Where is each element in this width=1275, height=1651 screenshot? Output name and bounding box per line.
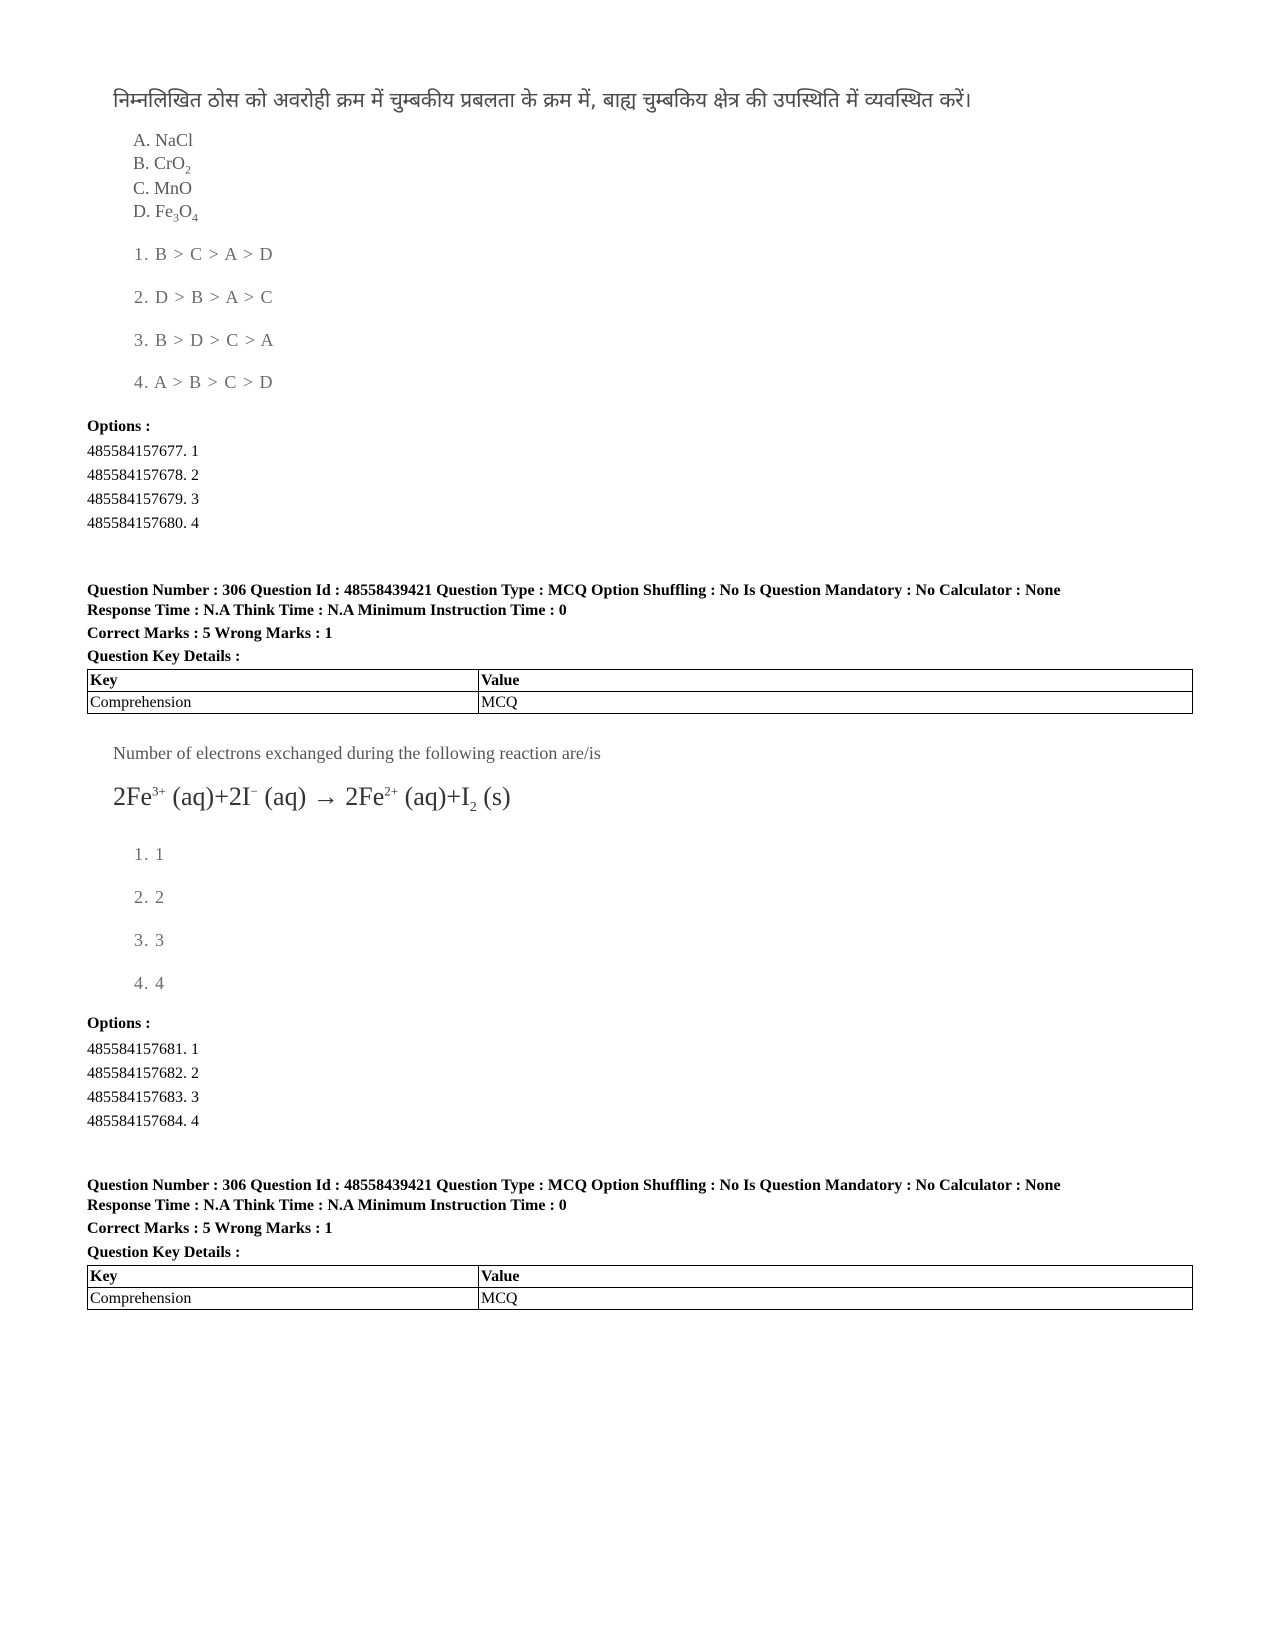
- value-header: Value: [479, 670, 1193, 692]
- question-meta-line-2: Response Time : N.A Think Time : N.A Minimum Instruction Time : 0: [87, 602, 567, 619]
- value-cell: MCQ: [479, 1288, 1193, 1310]
- question-1-choice-3: 3. B > D > C > A: [134, 330, 275, 350]
- key-details-table-1: [87, 669, 1193, 714]
- option-item: 485584157680. 4: [87, 515, 199, 532]
- question-1-prompt: निम्नलिखित ठोस को अवरोही क्रम में चुम्बकीय प्रबलता के क्रम में, बाह्य चुम्बकिय क्षेत्र की उपस्थिति में व्यवस्थित करें।: [113, 88, 972, 112]
- item-d: D. $Fe_3O_4$: [133, 201, 198, 225]
- key-cell: Comprehension: [88, 1288, 479, 1310]
- question-2-choice-3: 3. 3: [134, 930, 165, 950]
- key-details-heading: Question Key Details :: [87, 648, 241, 665]
- question-1-choice-4: 4. A > B > C > D: [134, 372, 274, 392]
- key-cell: Comprehension: [88, 692, 479, 714]
- options-list-1: [87, 440, 199, 536]
- item-a: A. NaCl: [133, 130, 193, 150]
- options-list-2: [87, 1038, 199, 1134]
- options-heading-2: Options :: [87, 1015, 151, 1032]
- option-item: 485584157684. 4: [87, 1113, 199, 1130]
- option-item: 485584157679. 3: [87, 491, 199, 508]
- value-cell: MCQ: [479, 692, 1193, 714]
- key-details-heading: Question Key Details :: [87, 1244, 241, 1261]
- question-2-choice-2: 2. 2: [134, 887, 165, 907]
- item-b: B. CrO$_2$: [133, 153, 192, 177]
- option-item: 485584157682. 2: [87, 1065, 199, 1082]
- question-2-prompt: Number of electrons exchanged during the following reaction are/is: [113, 743, 601, 763]
- table-row: [88, 1288, 1193, 1310]
- question-1-choice-1: 1. B > C > A > D: [134, 244, 274, 264]
- question-meta-line-2: Response Time : N.A Think Time : N.A Minimum Instruction Time : 0: [87, 1197, 567, 1214]
- option-item: 485584157683. 3: [87, 1089, 199, 1106]
- marks-line: Correct Marks : 5 Wrong Marks : 1: [87, 625, 333, 642]
- options-heading-1: Options :: [87, 418, 151, 435]
- item-c: C. MnO: [133, 178, 193, 198]
- option-item: 485584157677. 1: [87, 443, 199, 460]
- table-row: [88, 692, 1193, 714]
- question-2-choice-1: 1. 1: [134, 844, 165, 864]
- key-header: Key: [88, 1266, 479, 1288]
- table-header-row: [88, 1266, 1193, 1288]
- question-meta-line-1: Question Number : 306 Question Id : 48558439421 Question Type : MCQ Option Shuffling : No Is Question Mandatory : No Calculator : None: [87, 582, 1061, 599]
- value-header: Value: [479, 1266, 1193, 1288]
- option-item: 485584157681. 1: [87, 1041, 199, 1058]
- question-2-choice-4: 4. 4: [134, 973, 165, 993]
- key-header: Key: [88, 670, 479, 692]
- table-header-row: [88, 670, 1193, 692]
- question-meta-line-1: Question Number : 306 Question Id : 48558439421 Question Type : MCQ Option Shuffling : No Is Question Mandatory : No Calculator : None: [87, 1177, 1061, 1194]
- reaction-equation: $2Fe^{3+}$ (aq)+2I− $(aq) \to 2Fe^{2+}$ $(aq)+I_2$ (s): [113, 782, 511, 816]
- marks-line: Correct Marks : 5 Wrong Marks : 1: [87, 1220, 333, 1237]
- option-item: 485584157678. 2: [87, 467, 199, 484]
- question-1-choice-2: 2. D > B > A > C: [134, 287, 274, 307]
- key-details-table-2: [87, 1265, 1193, 1310]
